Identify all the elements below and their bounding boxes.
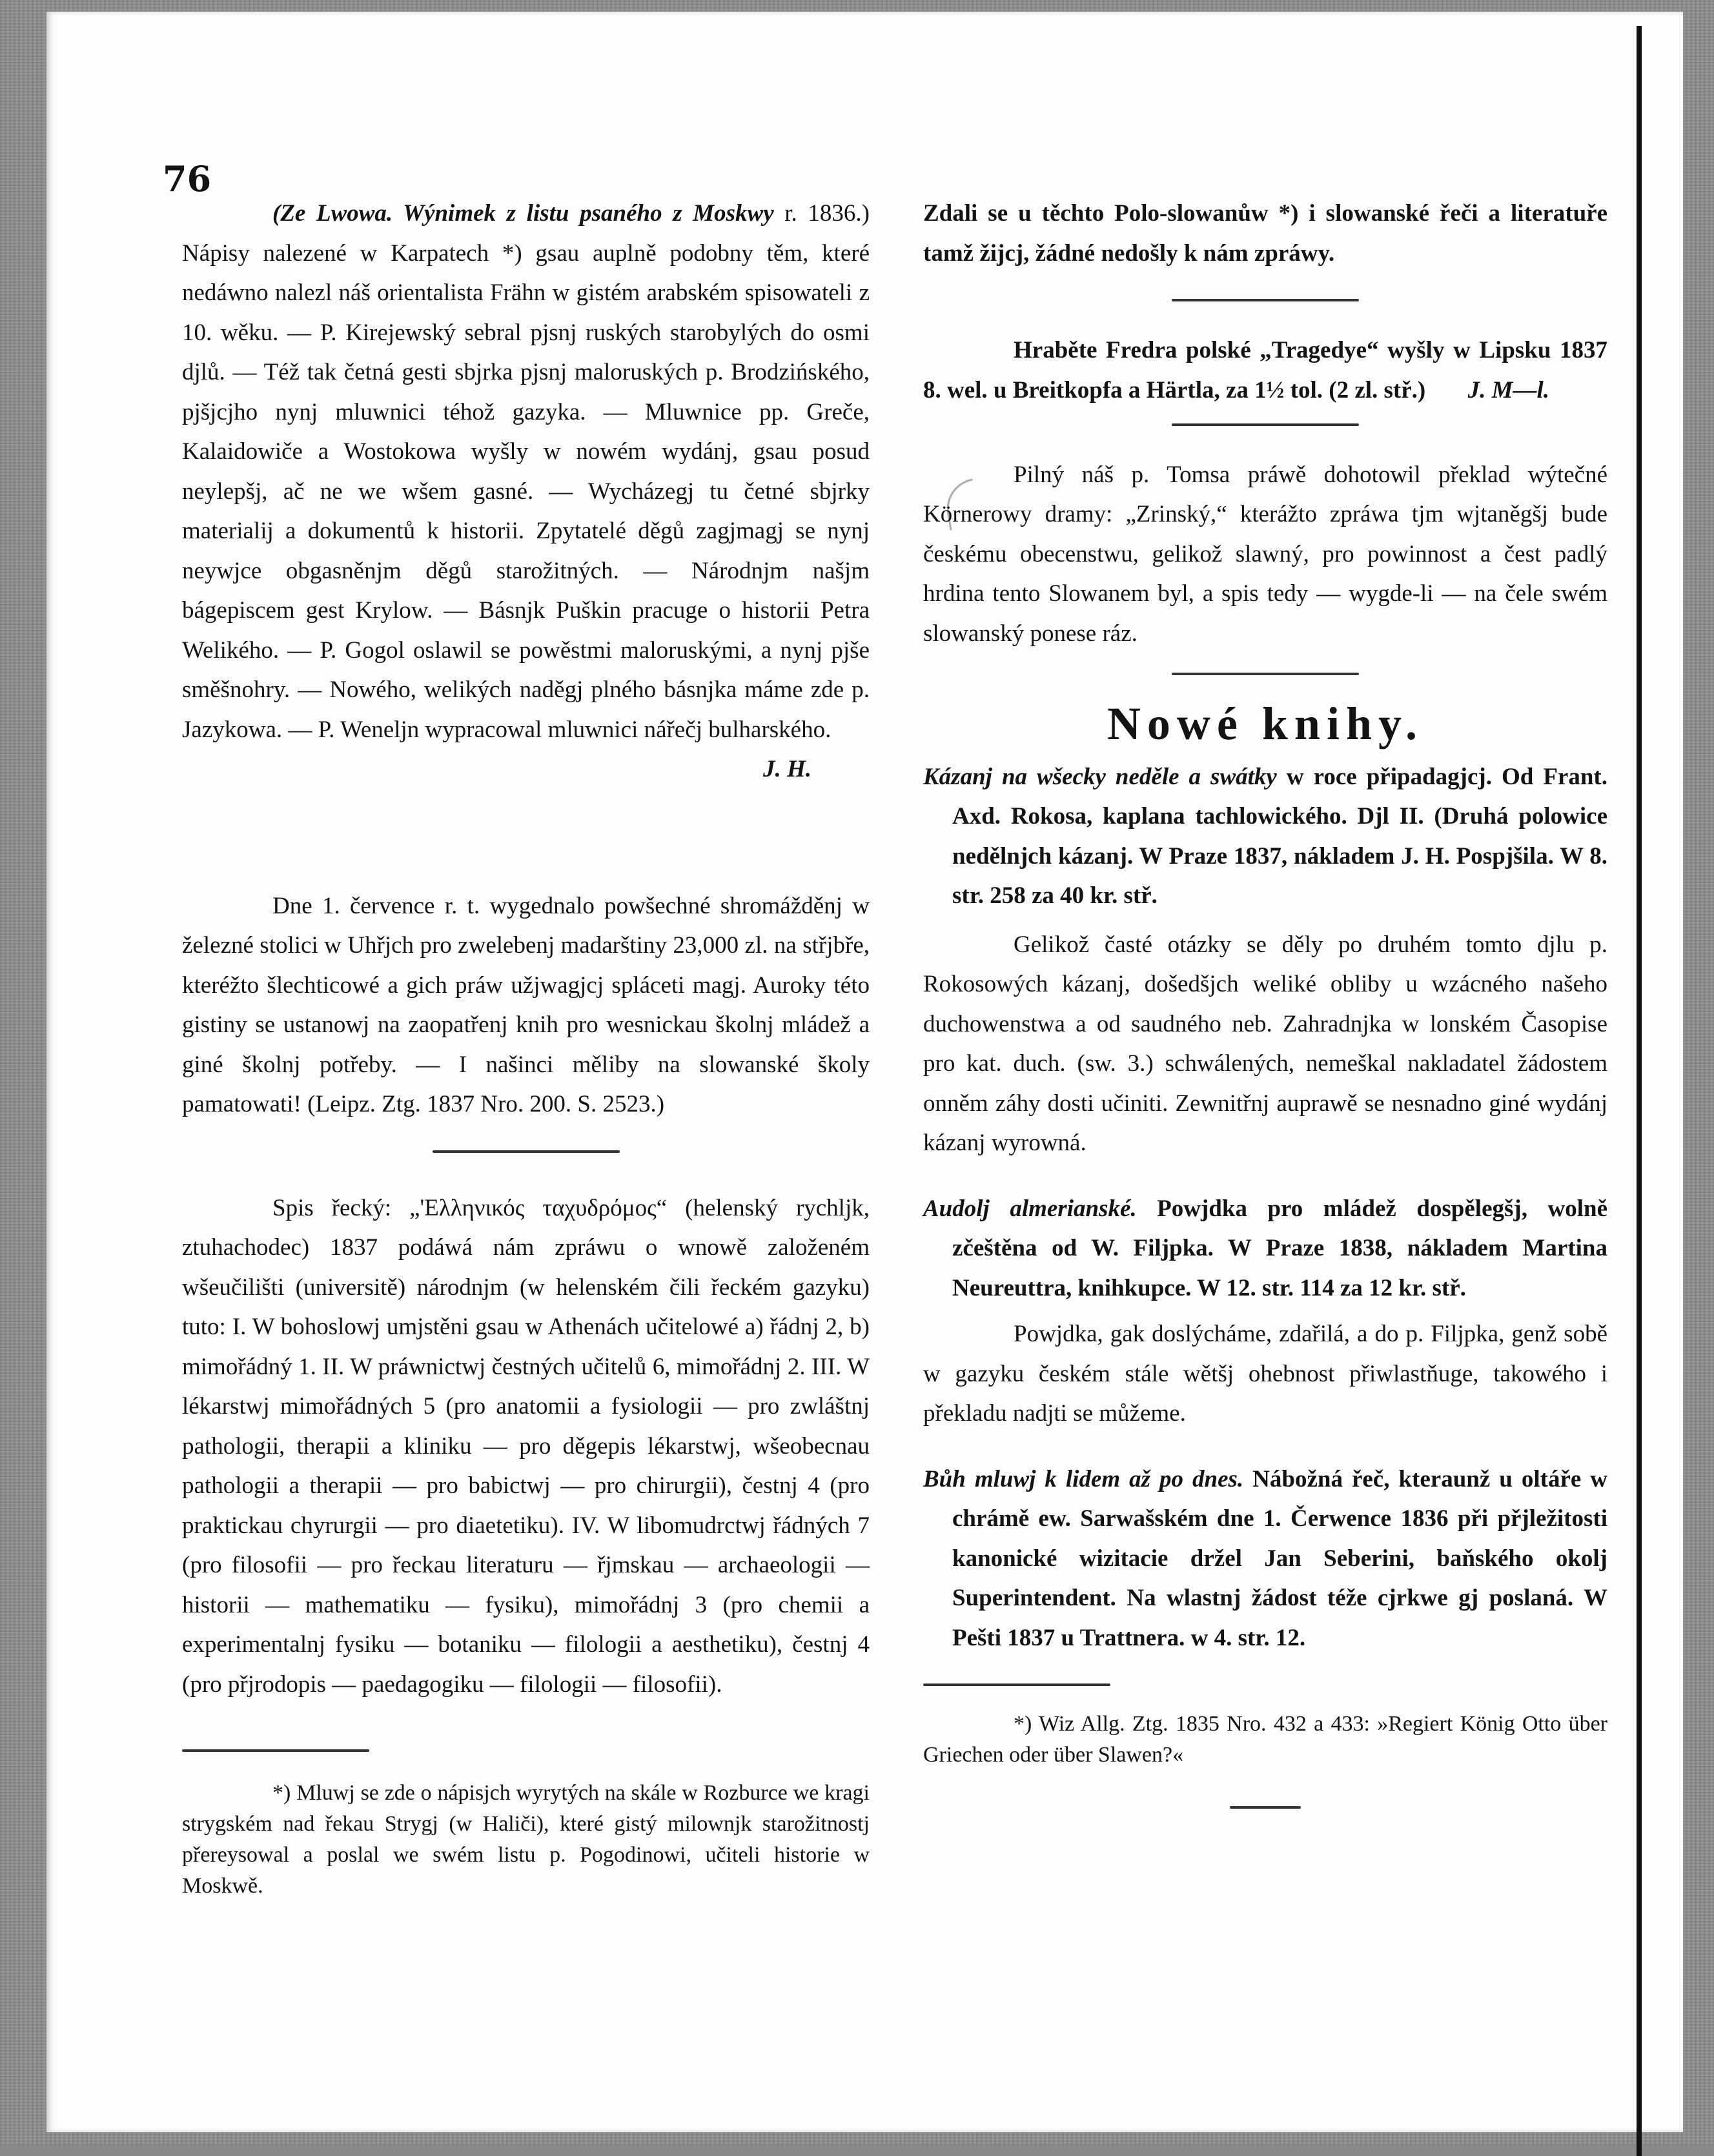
- book-entry-audolj: [923, 1189, 1607, 1308]
- article-greek-university: Spis řecký: „'Ελληνικός ταχυδρόμος“ (helenský rychljk, ztuhachodec) 1837 podáwá nám zpráwu o wnowě založeném wšeučilišti (universitě) národnjm (w helenském čili řeckém gazyku) tuto: I. W bohoslowj umjstěni gsau w Athenách učitelowé a) řádnj 2, b) mimořádný 1. II. W práwnictwj čestných učitelů 6, mimořádnj 2. III. W lékarstwj mimořádných 5 (pro anatomii a fysiologii — pro zwláštnj pathologii, therapii a kliniku — pro děgepis lékarstwj, wšeobecnau pathologii a therapii — pro babictwj — pro chirurgii), čestnj 4 (pro praktickau chyrurgii — pro diaetetiku). IV. W libomudrctwj řádných 7 (pro filosofii — pro řeckau literaturu — řjmskau — archaeologii — historii — mathematiku — fysiku), mimořádnj 3 (pro chemii a experimentalnj fysiku — botaniku — filologii a aesthetiku), čestnj 4 (pro přjrodopis — paedagogiku — filologii — filosofii).: [182, 1194, 870, 1698]
- article-lwow-source: (Ze Lwowa. Wýnimek z listu psaného z Moskwy: [272, 200, 774, 227]
- book-review: Powjdka, gak doslýcháme, zdařilá, a do p. Filjpka, genž sobě w gazyku českém stále wětšj ohebnost přiwlastňuge, takowého i překladu nadjti se můžeme.: [923, 1321, 1607, 1427]
- article-lwow-body: r. 1836.) Nápisy nalezené w Karpatech *) gsau auplně podobny těm, které nedáwno nalezl náš orientalista Frähn w gistém arabském spisowateli z 10. wěku. — P. Kirejewský sebral pjsnj ruských starobylých do osmi djlů. — Též tak četná gesti sbjrka pjsnj maloruských p. Brodzińského, pjšjcjho nynj mluwnici téhož gazyka. — Mluwnice pp. Greče, Kalaidowiče a Wostokowa wyšly w nowém wydánj, gsau posud neylepšj, ač ne we wšem gasné. — Wycházegj tu četné sbjrky materialij a dokumentů k historii. Zpytatelé děgů zagjmagj se nynj neywjce obgasněnjm děgů starožitných. — Národnjm našjm bágepiscem gest Krylow. — Básnjk Puškin pracuge o historii Petra Welikého. — P. Gogol oslawil se powěstmi maloruskými, a nynj pjše směšnohry. — Nowého, welikých naděgj plného básnjka máme zde p. Jazykowa. — P. Weneljn wypracowal mluwnici nářečj bulharského.: [182, 200, 870, 743]
- left-column: [182, 194, 870, 1902]
- section-heading-new-books: Nowé knihy.: [1107, 698, 1424, 749]
- article-fredro-signature: J. M—l.: [1467, 377, 1549, 403]
- article-fredro: Hraběte Fredra polské „Tragedye“ wyšly w Lipsku 1837 8. wel. u Breitkopfa a Härtla, za 1½ tol. (2 zl. stř.): [923, 337, 1607, 403]
- continuation-text: Zdali se u těchto Polo-slowanůw *) i slowanské řeči a literatuře tamž žijcj, žádné nedošly k nám zpráwy.: [923, 200, 1607, 267]
- page-number: 76: [163, 158, 212, 199]
- book-entry-kazanj: [923, 757, 1607, 916]
- footnote-right: *) Wiz Allg. Ztg. 1835 Nro. 432 a 433: »Regiert König Otto über Griechen oder über Slawen?«: [923, 1712, 1607, 1767]
- end-divider: [1230, 1806, 1301, 1809]
- book-details: w roce připadagjcj. Od Frant. Axd. Rokosa, kaplana tachlowického. Djl II. (Druhá polowice nedělnjch kázanj. W Praze 1837, nákladem J. H. Pospjšila. W 8. str. 258 za 40 kr. stř.: [952, 763, 1607, 909]
- book-details: Nábožná řeč, kteraunž u oltáře w chrámě ew. Sarwašském dne 1. Čerwence 1836 při přjležitosti kanonické wizitacie držel Jan Seberini, baňského okolj Superintendent. Na wlastnj žádost téže cjrkwe gj poslaná. W Pešti 1837 u Trattnera. w 4. str. 12.: [952, 1465, 1607, 1651]
- article-hungary: Dne 1. července r. t. wygednalo powšechné shromážděnj w železné stolici w Uhřjch pro zwelebenj madarštiny 23,000 zl. na střjbře, kteréžto šlechticowé a gich práw užjwagjcj spláceti magj. Auroky této gistiny se ustanowj na zaopatřenj knih pro wesnickau školnj mládež a giné školnj potřeby. — I našinci měliby na slowanské školy pamatowati! (Leipz. Ztg. 1837 Nro. 200. S. 2523.): [182, 892, 870, 1117]
- book-details: Powjdka pro mládež dospělegšj, wolně zčeštěna od W. Filjpka. W Praze 1838, nákladem Martina Neureuttra, knihkupce. W 12. str. 114 za 12 kr. stř.: [952, 1195, 1607, 1301]
- article-tomsa: Pilný náš p. Tomsa práwě dohotowil překlad wýtečné Körnerowy dramy: „Zrinský,“ kterážto zpráwa tjm wjtaněgšj bude českému obecenstwu, gelikož slawný, pro powinnost a čest padlý hrdina tento Slowanem byl, a spis tedy — wygde-li — na čele swém slowanský ponese ráz.: [923, 461, 1607, 647]
- book-title: Bůh mluwj k lidem až po dnes.: [923, 1465, 1244, 1492]
- footnote-left: *) Mluwj se zde o nápisjch wyrytých na skále w Rozburce we kragi strygském nad řekau Strygj (w Haliči), které gistý milownjk starožitnostj přereysowal a poslal we swém listu p. Pogodinowi, učiteli historie w Moskwě.: [182, 1781, 870, 1898]
- book-review: Gelikož časté otázky se děly po druhém tomto djlu p. Rokosowých kázanj, došedšjch weliké obliby u wzácného našeho duchowenstwa a od saudného neb. Zahradnjka w lonském Časopise pro kat. duch. (sw. 3.) schwálených, nemeškal nakladatel žádostem onněm záhy dosti učiniti. Zewnitřnj auprawě se nesnadno giné wydánj kázanj wyrowná.: [923, 931, 1607, 1156]
- book-title: Kázanj na wšecky neděle a swátky: [923, 763, 1277, 790]
- right-column: [923, 194, 1607, 1809]
- spacer: [182, 789, 870, 886]
- book-title: Audolj almerianské.: [923, 1195, 1137, 1222]
- page-edge-line: [1637, 26, 1642, 2156]
- article-lwow: [182, 194, 870, 749]
- article-lwow-signature: J. H.: [762, 756, 811, 782]
- book-entry-buh: [923, 1459, 1607, 1658]
